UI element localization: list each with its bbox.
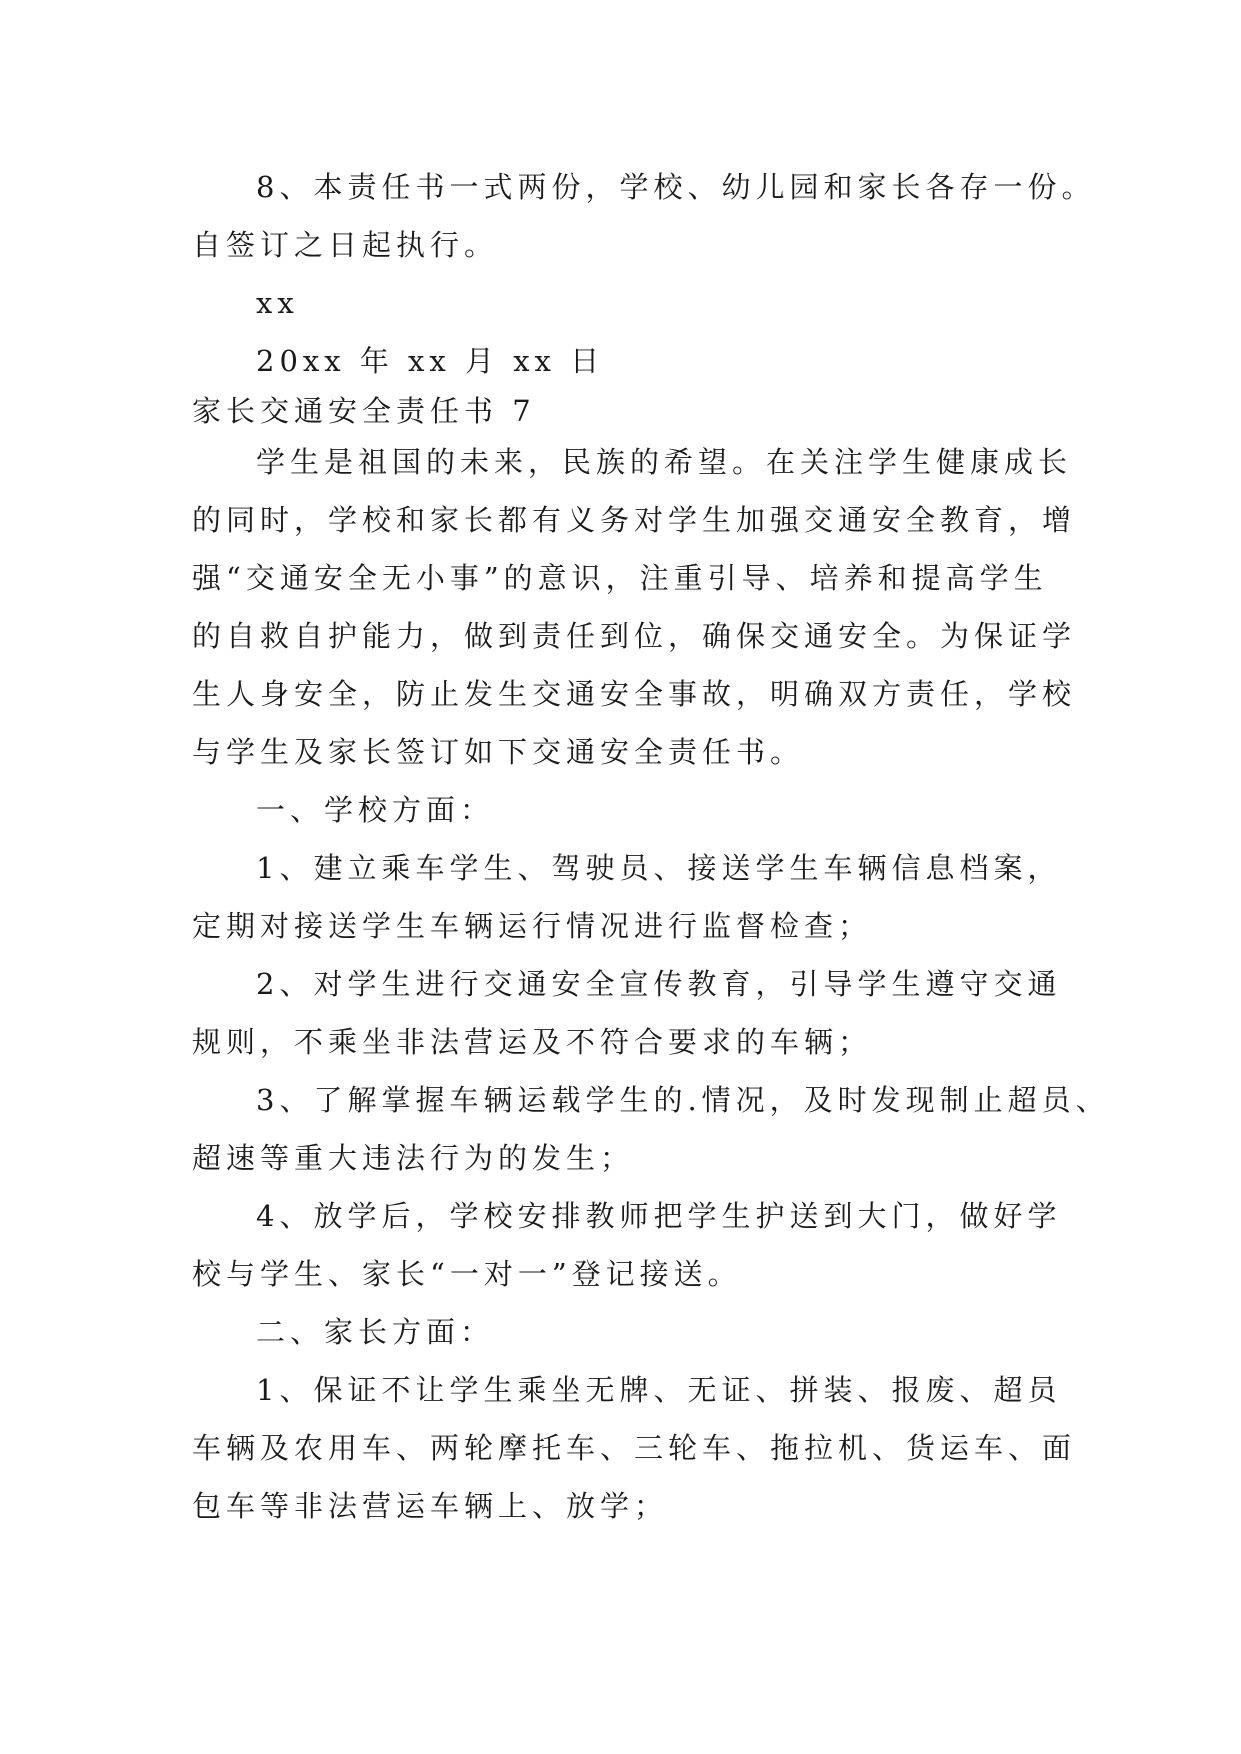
list-item-line: 规则，不乘坐非法营运及不符合要求的车辆； [192, 1025, 873, 1059]
list-item-line: 1、保证不让学生乘坐无牌、无证、拼装、报废、超员 [256, 1373, 1062, 1407]
list-item-line: 4、放学后，学校安排教师把学生护送到大门，做好学 [256, 1199, 1062, 1233]
paragraph-line: 与学生及家长签订如下交通安全责任书。 [192, 735, 805, 769]
paragraph-line: 的同时，学校和家长都有义务对学生加强交通安全教育，增 [192, 503, 1077, 537]
list-item-line: 超速等重大违法行为的发生； [192, 1141, 635, 1175]
paragraph-line: 的自救自护能力，做到责任到位，确保交通安全。为保证学 [192, 619, 1077, 653]
list-item-line: 车辆及农用车、两轮摩托车、三轮车、拖拉机、货运车、面 [192, 1431, 1077, 1465]
list-item-line: 1、建立乘车学生、驾驶员、接送学生车辆信息档案， [256, 851, 1062, 885]
paragraph-line: 生人身安全，防止发生交通安全事故，明确双方责任，学校 [192, 677, 1077, 711]
paragraph-line: 8、本责任书一式两份，学校、幼儿园和家长各存一份。 [256, 170, 1096, 204]
signatory-name: xx [256, 286, 299, 320]
list-item-line: 2、对学生进行交通安全宣传教育，引导学生遵守交通 [256, 967, 1062, 1001]
list-item-line: 包车等非法营运车辆上、放学； [192, 1489, 669, 1523]
list-item-line: 定期对接送学生车辆运行情况进行监督检查； [192, 909, 873, 943]
paragraph-line: 学生是祖国的未来，民族的希望。在关注学生健康成长 [256, 445, 1073, 479]
paragraph-line: 强“交通安全无小事”的意识，注重引导、培养和提高学生 [192, 561, 1048, 595]
list-item-line: 3、了解掌握车辆运载学生的.情况，及时发现制止超员、 [256, 1083, 1110, 1117]
subsection-heading: 一、学校方面： [256, 793, 495, 827]
paragraph-line: 自签订之日起执行。 [192, 228, 499, 262]
signature-date: 20xx 年 xx 月 xx 日 [256, 344, 605, 378]
document-page [192, 158, 1110, 1535]
subsection-heading: 二、家长方面： [256, 1315, 495, 1349]
section-title: 家长交通安全责任书 7 [192, 394, 536, 428]
list-item-line: 校与学生、家长“一对一”登记接送。 [192, 1257, 742, 1291]
